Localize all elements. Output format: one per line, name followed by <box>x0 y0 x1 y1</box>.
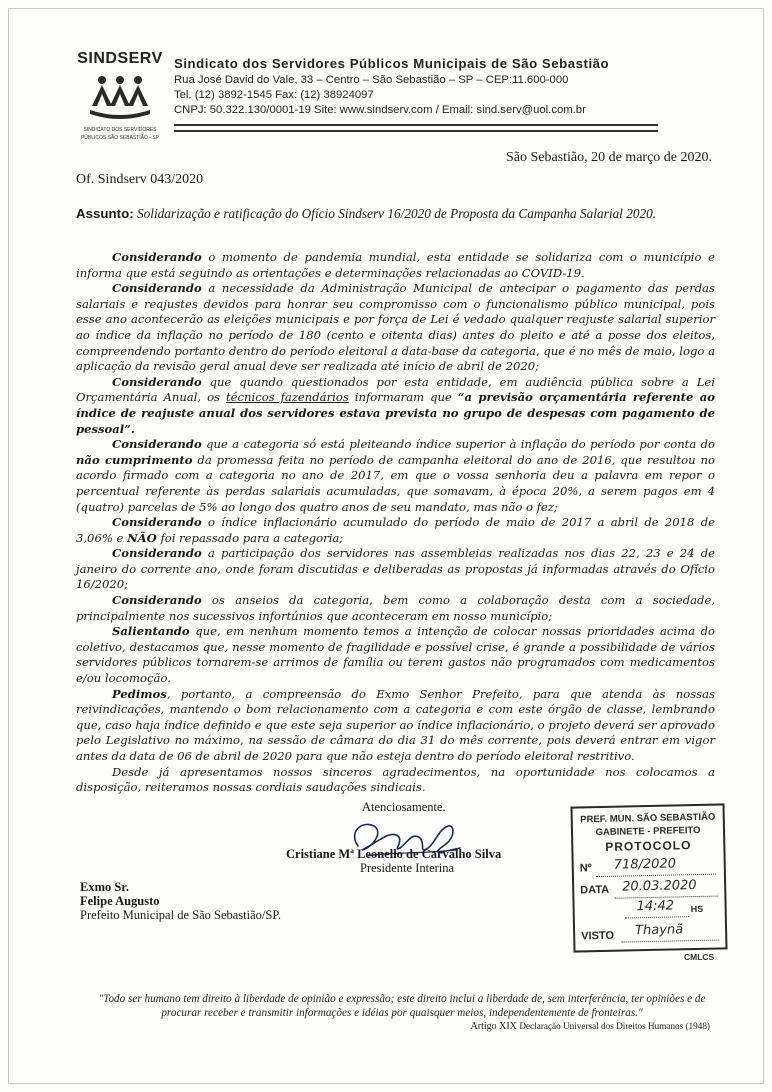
paragraph-text: o momento de pandemia mundial, esta entidade se solidariza com o município e informa que está seguindo as orientações e determinações relacionadas ao COVID-19. <box>76 250 715 280</box>
bold-text: NÃO <box>127 530 157 545</box>
letter-body <box>76 250 715 796</box>
footer-source-article: Artigo XIX <box>470 1021 517 1032</box>
paragraph <box>76 765 715 796</box>
stamp-line <box>596 874 716 878</box>
stamp-date-value: 20.03.2020 <box>622 878 697 895</box>
paragraph-text: a participação dos servidores nas assembleias realizadas nos dias 22, 23 e 24 de janeiro do corrente ano, onde foram discutidas e deliberadas as propostas já informadas através do Ofício 16/2020; <box>76 546 715 592</box>
paragraph <box>76 687 715 765</box>
signatory-role: Presidente Interina <box>360 861 455 875</box>
paragraph-lead: Considerando <box>112 593 202 608</box>
sindserv-logo <box>76 50 164 152</box>
subject-line <box>76 205 706 222</box>
organization-name: Sindicato dos Servidores Públicos Municipais de São Sebastião <box>174 56 610 71</box>
bold-quote: “a previsão orçamentária referente ao índice de reajuste anual dos servidores estava prevista no grupo de despesas com pagamento de pessoal”. <box>76 390 716 436</box>
paragraph <box>76 437 715 515</box>
paragraph-text: os anseios da categoria, bem como a colaboração desta com a sociedade, principalmente nos sucessivos infortúnios que aconteceram em nosso município; <box>76 593 715 623</box>
header-divider-lower <box>174 130 658 138</box>
stamp-line2: GABINETE - PREFEITO <box>595 824 701 839</box>
protocol-stamp <box>570 803 727 952</box>
recipient-salutation: Exmo Sr. <box>80 880 129 894</box>
paragraph <box>76 250 715 281</box>
office-number: Of. Sindserv 043/2020 <box>76 172 204 187</box>
paragraph <box>76 281 715 375</box>
logo-text: SINDSERV <box>77 50 163 67</box>
paragraph-lead: Considerando <box>112 546 202 561</box>
paragraph-text: que quando questionados por esta entidade, em audiência pública sobre a Lei Orçamentária Anual, os <box>76 374 715 405</box>
subject-text: Solidarização e ratificação do Ofício Sindserv 16/2020 de Proposta da Campanha Salarial 2020. <box>136 206 657 221</box>
paragraph-lead: Considerando <box>112 250 202 264</box>
paragraph-lead: Considerando <box>112 374 202 389</box>
stamp-line3: PROTOCOLO <box>605 838 692 854</box>
stamp-visto-value: Thaynã <box>634 922 684 939</box>
footer-quote: "Todo ser humano tem direito à liberdade de opinião e expressão; este direito inclui a liberdade de, sem interferência, ter opiniões e de procurar receber e transmitir informações e idéias por quaisquer meios, independentemente de fronteiras." <box>98 993 706 1019</box>
signatory-name: Cristiane Mª Leonello de Carvalho Silva <box>286 847 502 861</box>
paragraph-lead: Pedimos <box>112 686 167 701</box>
paragraph-lead: Salientando <box>112 624 190 639</box>
footer-source <box>471 1021 710 1032</box>
underlined-text: técnicos fazendários <box>226 390 349 405</box>
stamp-hours-label: HS <box>690 903 704 915</box>
stamp-line <box>625 916 689 918</box>
stamp-number-value: 718/2020 <box>613 856 677 873</box>
phone-line: Tel. (12) 3892-1545 Fax: (12) 38924097 <box>174 89 374 101</box>
recipient-title: Prefeito Municipal de São Sebastião/SP. <box>80 908 282 922</box>
paragraph-text: a necessidade da Administração Municipal de antecipar o pagamento das perdas salariais e reajustes devidos para honrar seu compromisso com o funcionalismo público municipal, pois esse ano acontecerão as eleições municipais e por força de Lei é vedado qualquer reajuste salarial superior ao índice da inflação no período de 180 (cento e oitenta dias) antes do pleito e até a posse dos eleitos, compreendendo portanto dentro do período eleitoral a data-base da categoria, que é no mês de maio, logo a aplicação da revisão geral anual deve ser realizada até início de abril de 2020; <box>76 281 715 374</box>
letter-date: São Sebastião, 20 de março de 2020. <box>505 150 712 165</box>
address-line: Rua José David do Vale, 33 – Centro – São Sebastião – SP – CEP:11.600-000 <box>174 74 569 86</box>
stamp-line <box>621 940 719 943</box>
paragraph-text: que, em nenhum momento temos a intenção de colocar nossas prioridades acima do coletivo, destacamos que, nesse momento de fragilidade e possível crise, é grande a possibilidade de vários servidores públicos tornarem-se arrimos de família ou terem gastos não programados com medicamentos e/ou locomoção. <box>76 624 715 686</box>
closing: Atenciosamente. <box>362 800 446 814</box>
paragraph-text: foi repassado para a categoria; <box>156 530 344 545</box>
paragraph <box>76 375 715 437</box>
stamp-date-label: DATA <box>580 883 610 897</box>
paragraph-lead: Considerando <box>112 281 202 296</box>
paragraph-text: o índice inflacionário acumulado do período de maio de 2017 a abril de 2018 de 3,06% e <box>76 515 715 545</box>
paragraph-text: informaram que <box>348 390 458 405</box>
paragraph-text: , portanto, a compreensão do Exmo Senhor Prefeito, para que atenda às nossas reivindicações, mantendo o bom relacionamento com a categoria e com este órgão de classe, lembrando que, caso haja índice definido e que este seja superior ao índice inflacionário, o projeto deverá ser aprovado pelo Legislativo no máximo, na sessão de câmara do dia 31 do mês corrente, pois deverá entrar em vigor antes da data de 06 de abril de 2020 para que não esteja dentro do período eleitoral restritivo. <box>76 686 715 763</box>
paragraph-text: Desde já apresentamos nossos sinceros agradecimentos, na oportunidade nos colocamos a disposição, reiteramos nossas cordiais saudações sindicais. <box>76 764 715 795</box>
bold-text: não cumprimento <box>76 452 193 467</box>
paragraph-lead: Considerando <box>112 515 202 530</box>
footer-source-doc: Declaração Universal dos Direitos Humanos (1948) <box>519 1021 710 1031</box>
stamp-visto-label: VISTO <box>581 929 615 943</box>
footer-code: CMLCS <box>684 952 715 962</box>
stamp-number-label: Nº <box>579 862 592 875</box>
paragraph-text: da promessa feita no período de campanha eleitoral do ano de 2016, que resultou no acordo firmado com a categoria no ano de 2017, em que o vossa senhoria deu a palavra em repor o percentual referente às perdas salariais acumuladas, que somavam, à época 20%, a serem pagos em 4 (quatro) parcelas de 5% ao longo dos quatro anos de seu mandato, mas não o fez; <box>76 452 715 514</box>
logo-subtitle: SINDICATO DOS SERVIDORES PÚBLICOS SÃO SEBASTIÃO - SP <box>80 127 160 141</box>
stamp-line1: PREF. MUN. SÃO SEBASTIÃO <box>580 811 716 826</box>
paragraph <box>76 593 715 624</box>
paragraph <box>76 546 715 593</box>
paragraph-lead: Considerando <box>112 437 202 452</box>
paragraph <box>76 624 715 686</box>
subject-label: Assunto: <box>76 206 134 221</box>
cnpj-line: CNPJ: 50.322.130/0001-19 Site: www.sindserv.com / Email: sind.serv@uol.com.br <box>174 104 586 116</box>
paragraph <box>76 515 715 546</box>
recipient-name: Felipe Augusto <box>80 894 160 908</box>
stamp-time-value: 14:42 <box>636 898 675 915</box>
people-figures-icon <box>88 72 152 124</box>
paragraph-text: que a categoria só está pleiteando índice superior à inflação do período por conta do <box>201 437 715 452</box>
